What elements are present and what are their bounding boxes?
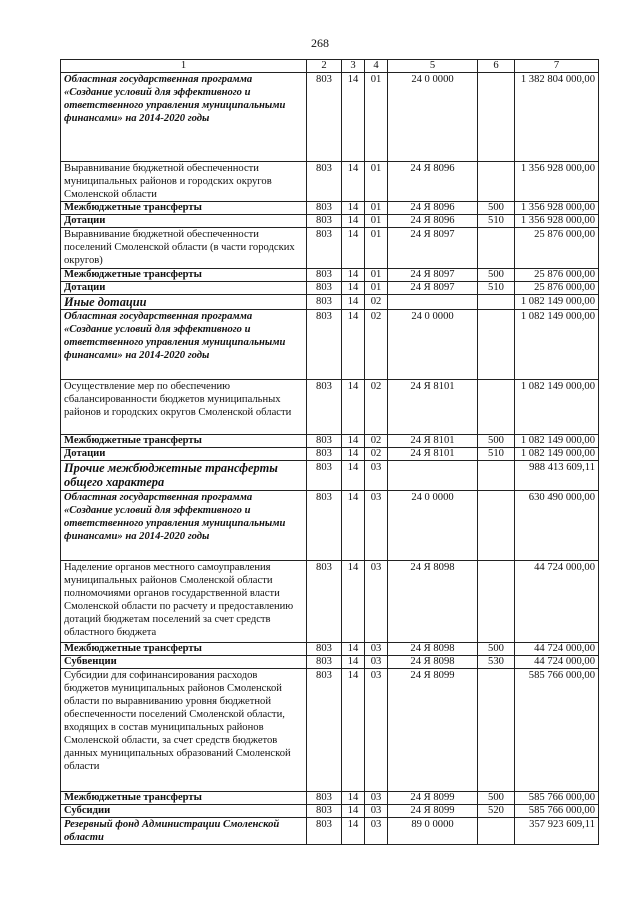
section-code: 14 bbox=[342, 818, 365, 845]
expense-type-code bbox=[478, 228, 515, 269]
section-code: 14 bbox=[342, 656, 365, 669]
row-description: Субсидии для софинансирования расходов бюджетов муниципальных районов Смоленской области по выравниванию уровня бюджетной обеспеченности поселений Смоленской области, входящих в состав муниципальных районов Смоленской области, за счет средств бюджетов данных муниципальных образований Смоленской области bbox=[61, 669, 307, 792]
section-code: 14 bbox=[342, 295, 365, 310]
table-row bbox=[61, 669, 599, 792]
amount: 585 766 000,00 bbox=[515, 792, 599, 805]
amount: 1 082 149 000,00 bbox=[515, 435, 599, 448]
table-row bbox=[61, 561, 599, 643]
target-article-code: 24 Я 8097 bbox=[388, 228, 478, 269]
row-description: Межбюджетные трансферты bbox=[61, 643, 307, 656]
amount: 44 724 000,00 bbox=[515, 561, 599, 643]
amount: 1 356 928 000,00 bbox=[515, 215, 599, 228]
expense-type-code: 500 bbox=[478, 269, 515, 282]
expense-type-code bbox=[478, 295, 515, 310]
section-code: 14 bbox=[342, 561, 365, 643]
ministry-code: 803 bbox=[307, 269, 342, 282]
amount: 25 876 000,00 bbox=[515, 282, 599, 295]
target-article-code: 24 Я 8098 bbox=[388, 643, 478, 656]
section-code: 14 bbox=[342, 461, 365, 491]
header-cell: 4 bbox=[365, 60, 388, 73]
ministry-code: 803 bbox=[307, 380, 342, 435]
row-description: Выравнивание бюджетной обеспеченности поселений Смоленской области (в части городских округов) bbox=[61, 228, 307, 269]
table-row bbox=[61, 435, 599, 448]
subsection-code: 03 bbox=[365, 643, 388, 656]
target-article-code: 24 0 0000 bbox=[388, 491, 478, 561]
table-row bbox=[61, 202, 599, 215]
row-description: Межбюджетные трансферты bbox=[61, 202, 307, 215]
subsection-code: 02 bbox=[365, 435, 388, 448]
section-code: 14 bbox=[342, 435, 365, 448]
section-code: 14 bbox=[342, 228, 365, 269]
expense-type-code bbox=[478, 461, 515, 491]
row-description: Резервный фонд Администрации Смоленской области bbox=[61, 818, 307, 845]
expense-type-code bbox=[478, 73, 515, 162]
subsection-code: 03 bbox=[365, 491, 388, 561]
table-row bbox=[61, 818, 599, 845]
section-code: 14 bbox=[342, 162, 365, 202]
header-cell: 6 bbox=[478, 60, 515, 73]
expense-type-code: 510 bbox=[478, 448, 515, 461]
row-description: Субсидии bbox=[61, 805, 307, 818]
row-description: Выравнивание бюджетной обеспеченности муниципальных районов и городских округов Смоленской области bbox=[61, 162, 307, 202]
section-code: 14 bbox=[342, 792, 365, 805]
subsection-code: 03 bbox=[365, 792, 388, 805]
table-row bbox=[61, 269, 599, 282]
table-row bbox=[61, 295, 599, 310]
ministry-code: 803 bbox=[307, 669, 342, 792]
table-row bbox=[61, 792, 599, 805]
table-row bbox=[61, 215, 599, 228]
target-article-code: 24 Я 8096 bbox=[388, 202, 478, 215]
table-row bbox=[61, 491, 599, 561]
target-article-code: 24 Я 8098 bbox=[388, 561, 478, 643]
section-code: 14 bbox=[342, 73, 365, 162]
subsection-code: 02 bbox=[365, 448, 388, 461]
amount: 1 082 149 000,00 bbox=[515, 380, 599, 435]
ministry-code: 803 bbox=[307, 461, 342, 491]
amount: 1 356 928 000,00 bbox=[515, 162, 599, 202]
row-description: Межбюджетные трансферты bbox=[61, 792, 307, 805]
target-article-code: 24 0 0000 bbox=[388, 73, 478, 162]
section-code: 14 bbox=[342, 215, 365, 228]
subsection-code: 03 bbox=[365, 656, 388, 669]
row-description: Осуществление мер по обеспечению сбалансированности бюджетов муниципальных районов и городских округов Смоленской области bbox=[61, 380, 307, 435]
table-row bbox=[61, 282, 599, 295]
ministry-code: 803 bbox=[307, 310, 342, 380]
amount: 988 413 609,11 bbox=[515, 461, 599, 491]
section-code: 14 bbox=[342, 669, 365, 792]
row-description: Областная государственная программа «Создание условий для эффективного и ответственного управления муниципальными финансами» на 2014-2020 годы bbox=[61, 491, 307, 561]
ministry-code: 803 bbox=[307, 162, 342, 202]
expense-type-code: 500 bbox=[478, 643, 515, 656]
table-row bbox=[61, 162, 599, 202]
subsection-code: 03 bbox=[365, 805, 388, 818]
row-description: Областная государственная программа «Создание условий для эффективного и ответственного управления муниципальными финансами» на 2014-2020 годы bbox=[61, 73, 307, 162]
ministry-code: 803 bbox=[307, 656, 342, 669]
subsection-code: 03 bbox=[365, 461, 388, 491]
target-article-code bbox=[388, 461, 478, 491]
subsection-code: 03 bbox=[365, 818, 388, 845]
ministry-code: 803 bbox=[307, 215, 342, 228]
expense-type-code: 510 bbox=[478, 282, 515, 295]
expense-type-code: 500 bbox=[478, 202, 515, 215]
ministry-code: 803 bbox=[307, 202, 342, 215]
target-article-code: 24 Я 8099 bbox=[388, 805, 478, 818]
expense-type-code bbox=[478, 669, 515, 792]
table-row bbox=[61, 380, 599, 435]
target-article-code: 24 Я 8101 bbox=[388, 448, 478, 461]
budget-table bbox=[60, 59, 599, 845]
row-description: Прочие межбюджетные трансферты общего характера bbox=[61, 461, 307, 491]
expense-type-code bbox=[478, 561, 515, 643]
ministry-code: 803 bbox=[307, 282, 342, 295]
amount: 630 490 000,00 bbox=[515, 491, 599, 561]
target-article-code: 24 Я 8099 bbox=[388, 669, 478, 792]
ministry-code: 803 bbox=[307, 448, 342, 461]
subsection-code: 01 bbox=[365, 162, 388, 202]
table-row bbox=[61, 461, 599, 491]
row-description: Областная государственная программа «Создание условий для эффективного и ответственного управления муниципальными финансами» на 2014-2020 годы bbox=[61, 310, 307, 380]
expense-type-code bbox=[478, 818, 515, 845]
row-description: Межбюджетные трансферты bbox=[61, 435, 307, 448]
amount: 44 724 000,00 bbox=[515, 643, 599, 656]
row-description: Дотации bbox=[61, 282, 307, 295]
ministry-code: 803 bbox=[307, 295, 342, 310]
expense-type-code bbox=[478, 310, 515, 380]
row-description: Дотации bbox=[61, 448, 307, 461]
target-article-code: 24 Я 8096 bbox=[388, 162, 478, 202]
ministry-code: 803 bbox=[307, 805, 342, 818]
amount: 585 766 000,00 bbox=[515, 669, 599, 792]
ministry-code: 803 bbox=[307, 228, 342, 269]
subsection-code: 02 bbox=[365, 295, 388, 310]
target-article-code: 24 Я 8101 bbox=[388, 380, 478, 435]
amount: 1 082 149 000,00 bbox=[515, 310, 599, 380]
subsection-code: 01 bbox=[365, 215, 388, 228]
column-number-header bbox=[61, 60, 599, 73]
section-code: 14 bbox=[342, 282, 365, 295]
target-article-code: 24 Я 8101 bbox=[388, 435, 478, 448]
ministry-code: 803 bbox=[307, 73, 342, 162]
subsection-code: 01 bbox=[365, 269, 388, 282]
header-cell: 7 bbox=[515, 60, 599, 73]
subsection-code: 01 bbox=[365, 202, 388, 215]
header-cell: 3 bbox=[342, 60, 365, 73]
subsection-code: 01 bbox=[365, 282, 388, 295]
ministry-code: 803 bbox=[307, 435, 342, 448]
subsection-code: 03 bbox=[365, 669, 388, 792]
subsection-code: 02 bbox=[365, 380, 388, 435]
table-row bbox=[61, 643, 599, 656]
subsection-code: 03 bbox=[365, 561, 388, 643]
subsection-code: 02 bbox=[365, 310, 388, 380]
table-row bbox=[61, 656, 599, 669]
target-article-code: 24 Я 8096 bbox=[388, 215, 478, 228]
section-code: 14 bbox=[342, 380, 365, 435]
row-description: Иные дотации bbox=[61, 295, 307, 310]
amount: 1 082 149 000,00 bbox=[515, 295, 599, 310]
amount: 357 923 609,11 bbox=[515, 818, 599, 845]
amount: 25 876 000,00 bbox=[515, 228, 599, 269]
amount: 25 876 000,00 bbox=[515, 269, 599, 282]
amount: 1 356 928 000,00 bbox=[515, 202, 599, 215]
row-description: Межбюджетные трансферты bbox=[61, 269, 307, 282]
amount: 44 724 000,00 bbox=[515, 656, 599, 669]
table-row bbox=[61, 73, 599, 162]
amount: 585 766 000,00 bbox=[515, 805, 599, 818]
target-article-code: 24 Я 8097 bbox=[388, 282, 478, 295]
subsection-code: 01 bbox=[365, 73, 388, 162]
section-code: 14 bbox=[342, 448, 365, 461]
ministry-code: 803 bbox=[307, 643, 342, 656]
expense-type-code bbox=[478, 491, 515, 561]
row-description: Наделение органов местного самоуправления муниципальных районов Смоленской области полномочиями органов государственной власти Смоленской области по расчету и предоставлению дотаций бюджетам поселений за счет средств областного бюджета bbox=[61, 561, 307, 643]
target-article-code: 24 Я 8099 bbox=[388, 792, 478, 805]
section-code: 14 bbox=[342, 805, 365, 818]
expense-type-code: 500 bbox=[478, 792, 515, 805]
expense-type-code: 530 bbox=[478, 656, 515, 669]
section-code: 14 bbox=[342, 491, 365, 561]
table-row bbox=[61, 448, 599, 461]
section-code: 14 bbox=[342, 643, 365, 656]
ministry-code: 803 bbox=[307, 792, 342, 805]
target-article-code: 89 0 0000 bbox=[388, 818, 478, 845]
header-cell: 2 bbox=[307, 60, 342, 73]
expense-type-code bbox=[478, 380, 515, 435]
target-article-code bbox=[388, 295, 478, 310]
expense-type-code: 520 bbox=[478, 805, 515, 818]
page-number: 268 bbox=[311, 36, 329, 50]
amount: 1 382 804 000,00 bbox=[515, 73, 599, 162]
section-code: 14 bbox=[342, 269, 365, 282]
table-row bbox=[61, 228, 599, 269]
expense-type-code: 510 bbox=[478, 215, 515, 228]
section-code: 14 bbox=[342, 310, 365, 380]
ministry-code: 803 bbox=[307, 561, 342, 643]
ministry-code: 803 bbox=[307, 491, 342, 561]
table-row bbox=[61, 805, 599, 818]
target-article-code: 24 0 0000 bbox=[388, 310, 478, 380]
ministry-code: 803 bbox=[307, 818, 342, 845]
row-description: Субвенции bbox=[61, 656, 307, 669]
subsection-code: 01 bbox=[365, 228, 388, 269]
target-article-code: 24 Я 8097 bbox=[388, 269, 478, 282]
header-cell: 5 bbox=[388, 60, 478, 73]
header-cell: 1 bbox=[61, 60, 307, 73]
expense-type-code bbox=[478, 162, 515, 202]
expense-type-code: 500 bbox=[478, 435, 515, 448]
row-description: Дотации bbox=[61, 215, 307, 228]
table-row bbox=[61, 310, 599, 380]
target-article-code: 24 Я 8098 bbox=[388, 656, 478, 669]
section-code: 14 bbox=[342, 202, 365, 215]
amount: 1 082 149 000,00 bbox=[515, 448, 599, 461]
